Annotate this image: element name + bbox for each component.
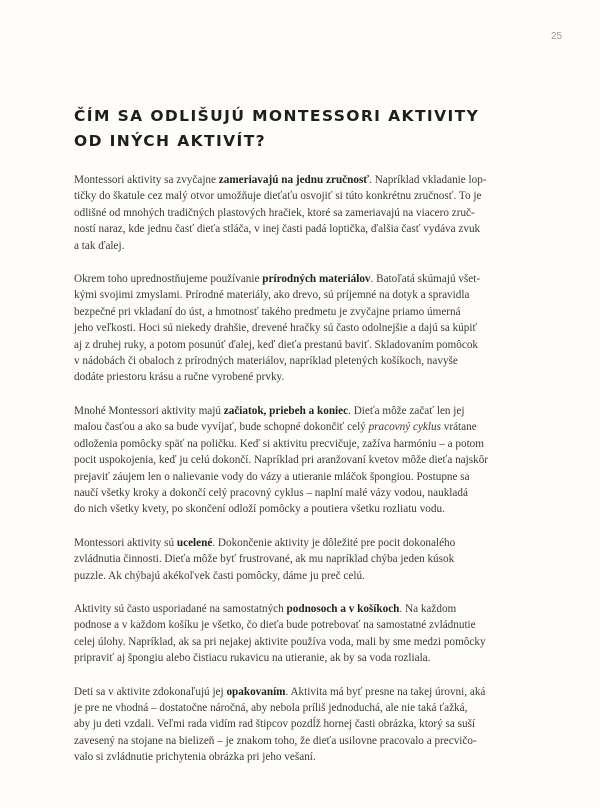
text-run: podnose a v každom košíku je všetko, čo dieťa bude potrebovať na samostatné zvládnutie: [74, 619, 476, 632]
text-run: puzzle. Ak chýbajú akékoľvek časti pomôcky, dáme ju preč celú.: [74, 569, 365, 582]
text-run: prejaviť záujem len o nalievanie vody do vázy a utieranie mláčok špongiou. Postupne sa: [74, 470, 470, 483]
paragraph: [74, 684, 544, 766]
text-line: [74, 551, 544, 567]
text-line: [74, 271, 544, 287]
text-run: dodáte priestoru krásu a ručne vyrobené prvky.: [74, 371, 285, 384]
text-line: [74, 749, 544, 765]
text-run: naučí všetky kroky a dokončí celý pracovný cyklus – naplní malé vázy vodou, naukladá: [74, 486, 468, 499]
text-line: [74, 221, 544, 237]
text-run: odloženia pomôcky späť na poličku. Keď si aktivitu precvičuje, zažíva harmóniu – a potom: [74, 437, 484, 450]
text-line: [74, 601, 544, 617]
section-heading: [74, 104, 554, 154]
text-run: jeho veľkosti. Hoci sú niekedy drahšie, drevené hračky sú často odolnejšie a dajú sa kúpiť: [74, 322, 478, 335]
emphasis-bold: zameriavajú na jednu zručnosť: [218, 174, 370, 186]
emphasis-bold: prírodných materiálov: [262, 273, 371, 286]
text-line: [74, 501, 544, 517]
paragraph: [74, 172, 544, 254]
text-line: [74, 634, 544, 650]
text-line: [74, 320, 544, 336]
text-line: [74, 188, 544, 204]
text-run: odlišné od mnohých tradičných plastových hračiek, ktoré sa zameriavajú na viacero zruč-: [74, 206, 475, 219]
text-line: [74, 733, 544, 749]
paragraph: [74, 403, 544, 518]
text-run: a tak ďalej.: [74, 239, 125, 252]
text-run: je pre ne vhodná – dostatočne náročná, aby nebola príliš jednoduchá, ale nie taká ťažká,: [74, 701, 468, 714]
text-line: [74, 469, 544, 485]
text-run: do nich všetky kvety, po skončení odloží pomôcky a poutiera všetku rozliatu vodu.: [74, 503, 445, 516]
text-line: [74, 172, 544, 188]
text-line: [74, 617, 544, 633]
text-line: [74, 337, 544, 353]
page-number: 25: [551, 31, 563, 42]
text-run: Montessori aktivity sú: [74, 536, 177, 549]
text-line: [74, 535, 544, 551]
text-line: [74, 436, 544, 452]
text-run: . Aktivita má byť presne na takej úrovni, aká: [285, 685, 486, 698]
text-run: Montessori aktivity sa zvyčajne: [74, 174, 219, 186]
text-run: . Na každom: [399, 602, 457, 615]
text-run: kými svojimi zmyslami. Prírodné materiály, ako drevo, sú príjemné na dotyk a spravidla: [74, 289, 470, 302]
text-line: [74, 419, 544, 435]
heading-line: ČÍM SA ODLIŠUJÚ MONTESSORI AKTIVITY: [74, 107, 480, 125]
text-line: [74, 452, 544, 468]
text-run: pripraviť aj špongiu alebo čistiacu rukavicu na utieranie, ak by sa voda rozliala.: [74, 652, 431, 665]
emphasis-bold: podnosoch a v košíkoch: [286, 602, 400, 615]
text-line: [74, 403, 544, 419]
text-run: celej úlohy. Napríklad, ak sa pri nejakej aktivite používa voda, mali by sme medzi pomôcky: [74, 635, 486, 648]
text-line: [74, 716, 544, 732]
text-run: v nádobách či obaloch z prírodných materiálov, napríklad pletených košíkoch, navyše: [74, 355, 458, 368]
text-run: bezpečné pri vkladaní do úst, a hmotnosť takého predmetu je zvyčajne priamo úmerná: [74, 305, 461, 318]
text-line: [74, 287, 544, 303]
text-line: [74, 353, 544, 369]
text-run: vrátane: [440, 421, 477, 434]
text-line: [74, 684, 544, 700]
paragraph: [74, 535, 544, 584]
emphasis-bold: ucelené: [176, 536, 213, 549]
text-line: [74, 205, 544, 221]
text-run: Mnohé Montessori aktivity majú: [74, 404, 224, 417]
text-run: . Batoľatá skúmajú všet-: [370, 273, 481, 286]
text-run: . Dokončenie aktivity je dôležité pre pocit dokonalého: [212, 536, 456, 549]
text-run: aby ju deti vzdali. Veľmi rada vidím rad štipcov pozdĺž hornej časti obrázka, ktorý sa suší: [74, 718, 476, 731]
text-run: Deti sa v aktivite zdokonaľujú jej: [74, 685, 227, 698]
emphasis-bold: začiatok, priebeh a koniec: [223, 404, 349, 417]
text-line: [74, 568, 544, 584]
emphasis-italic: pracovný cyklus: [368, 421, 441, 434]
text-line: [74, 700, 544, 716]
paragraph: [74, 271, 544, 386]
text-run: zvládnutia činnosti. Dieťa môže byť frustrované, ak mu napríklad chýba jeden kúsok: [74, 553, 455, 566]
text-run: tičky do škatule cez malý otvor umožňuje dieťaťu osvojiť si túto konkrétnu zručnosť. To je: [74, 190, 482, 203]
text-run: pocit uspokojenia, keď ju celú dokončí. Napríklad pri aranžovaní kvetov môže dieťa najskôr: [74, 454, 489, 467]
emphasis-bold: opakovaním: [226, 685, 286, 698]
paragraph: [74, 601, 544, 667]
text-run: Okrem toho uprednostňujeme používanie: [74, 273, 263, 286]
text-line: [74, 650, 544, 666]
heading-line: OD INÝCH AKTIVÍT?: [74, 132, 267, 150]
text-run: aj z druhej ruky, a potom posunúť ďalej, keď dieťa prestanú baviť. Skladovaním pomôcok: [74, 338, 479, 351]
body-text: [74, 172, 544, 783]
text-run: ností naraz, kde jednu časť dieťa stláča, v inej časti padá loptička, ďalšia časť vydáva zvuk: [74, 223, 481, 236]
text-line: [74, 485, 544, 501]
text-line: [74, 238, 544, 254]
text-line: [74, 369, 544, 385]
text-run: valo si zvládnutie prichytenia obrázka pri jeho vešaní.: [74, 751, 316, 764]
text-run: zavesený na stojane na bielizeň – je znakom toho, že dieťa usilovne pracovalo a precvičo-: [74, 734, 477, 747]
text-run: Aktivity sú často usporiadané na samostatných: [74, 602, 287, 615]
text-run: . Napríklad vkladanie lop-: [369, 174, 487, 186]
text-line: [74, 304, 544, 320]
text-run: . Dieťa môže začať len jej: [348, 404, 465, 417]
text-run: malou časťou a ako sa bude vyvíjať, bude schopné dokončiť celý: [74, 421, 369, 434]
